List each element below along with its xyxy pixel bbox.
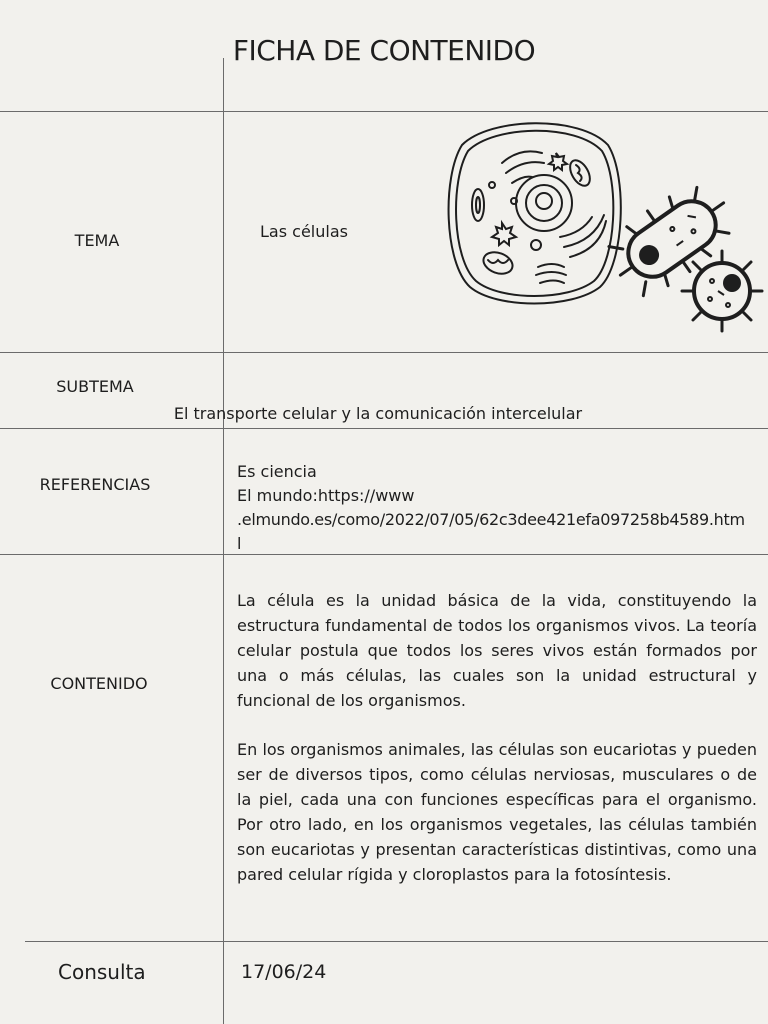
row-divider — [0, 428, 768, 429]
consulta-date: 17/06/24 — [241, 961, 327, 983]
tema-value: Las células — [260, 222, 348, 241]
subtema-label: SUBTEMA — [56, 377, 134, 396]
reference-link[interactable]: l — [237, 534, 242, 553]
consulta-label: Consulta — [58, 960, 146, 984]
tema-label: TEMA — [74, 231, 120, 250]
reference-link[interactable]: El mundo:https://www — [237, 486, 415, 505]
references-list — [237, 460, 745, 556]
page-title: FICHA DE CONTENIDO — [232, 34, 536, 67]
reference-link[interactable]: .elmundo.es/como/2022/07/05/62c3dee421efa097258b4589.htm — [237, 510, 745, 529]
column-divider — [223, 58, 224, 1024]
subtema-value: El transporte celular y la comunicación intercelular — [173, 404, 583, 423]
row-divider — [0, 352, 768, 353]
content-paragraph: La célula es la unidad básica de la vida, constituyendo la estructura fundamental de todos los organismos vivos. La teoría celular postula que todos los seres vivos están formados por una o más células, las cuales son la unidad estructural y funcional de los organismos. — [237, 591, 757, 710]
content-paragraph: En los organismos animales, las células son eucariotas y pueden ser de diversos tipos, como células nerviosas, musculares o de la piel, cada una con funciones específicas para el organismo. Por otro lado, en los organismos vegetales, las células también son eucariotas y presentan características distintivas, como una pared celular rígida y cloroplastos para la fotosíntesis. — [237, 740, 757, 884]
cell-illustration-icon — [440, 115, 768, 335]
row-divider — [25, 941, 768, 942]
row-divider — [0, 111, 768, 112]
referencias-label: REFERENCIAS — [39, 475, 151, 494]
contenido-label: CONTENIDO — [50, 674, 148, 693]
reference-line: Es ciencia — [237, 462, 317, 481]
